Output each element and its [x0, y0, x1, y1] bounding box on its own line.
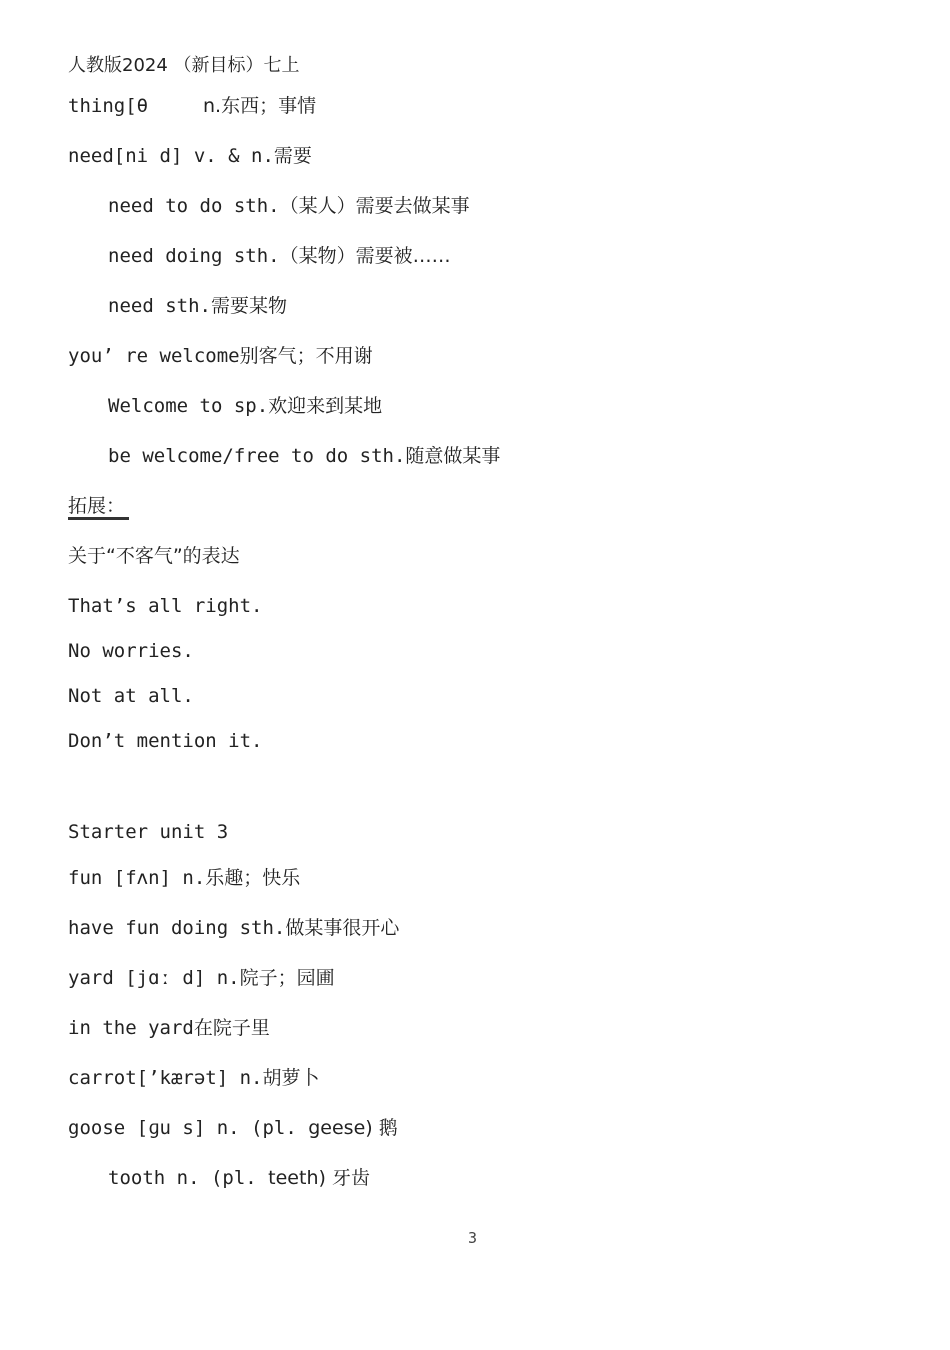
english-term: thing[θ — [68, 95, 149, 117]
vocab-line-goose — [68, 1116, 398, 1140]
phrase-line — [68, 1016, 270, 1040]
expression-item: No worries. — [68, 640, 194, 662]
english-term: fun [fʌn] n. — [68, 867, 206, 889]
section-title: Starter unit 3 — [68, 821, 229, 843]
page-number: 3 — [468, 1229, 478, 1247]
english-term: goose [ɡu s] n. (pl. — [68, 1117, 297, 1139]
chinese-meaning: （某物）需要被…… — [279, 245, 451, 267]
extension-label-text: 拓展： — [68, 495, 129, 520]
vocab-line-thing — [68, 94, 317, 118]
english-term: in the yard — [68, 1017, 194, 1039]
english-term: Welcome to sp. — [108, 395, 269, 417]
vocab-line-tooth — [108, 1166, 370, 1190]
english-term: carrot[’kærət] n. — [68, 1067, 263, 1089]
english-term: yard [jɑː d] n. — [68, 967, 240, 989]
chinese-meaning: 需要某物 — [210, 295, 287, 317]
vocab-line-carrot — [68, 1066, 319, 1090]
chinese-meaning: 欢迎来到某地 — [268, 395, 383, 417]
expression-item: Don’t mention it. — [68, 730, 263, 752]
phrase-line — [108, 394, 382, 418]
extension-title: 关于“不客气”的表达 — [68, 545, 240, 567]
english-term: need[ni d] v. & n. — [68, 145, 274, 167]
english-term: have fun doing sth. — [68, 917, 286, 939]
vocab-line-fun — [68, 866, 300, 890]
vocab-line-yard — [68, 966, 335, 990]
chinese-meaning: 乐趣；快乐 — [205, 867, 301, 889]
chinese-meaning: 别客气；不用谢 — [239, 345, 373, 367]
chinese-meaning: 做某事很开心 — [285, 917, 400, 939]
chinese-meaning: 随意做某事 — [405, 445, 501, 467]
page-header: 人教版2024 （新目标）七上 — [68, 55, 300, 76]
vocab-line-need — [68, 144, 312, 168]
phrase-line — [108, 244, 451, 268]
chinese-meaning: n.东西；事情 — [203, 95, 317, 117]
chinese-meaning: 需要 — [273, 145, 312, 167]
phrase-line — [108, 294, 287, 318]
phrase-line — [108, 194, 470, 218]
expression-item: That’s all right. — [68, 595, 263, 617]
extension-label — [68, 494, 129, 518]
phrase-line — [108, 444, 500, 468]
phrase-line — [68, 916, 399, 940]
chinese-meaning: 胡萝卜 — [262, 1067, 320, 1089]
chinese-meaning: teeth) 牙齿 — [268, 1167, 370, 1189]
chinese-meaning: geese) 鹅 — [308, 1117, 398, 1139]
chinese-meaning: （某人）需要去做某事 — [279, 195, 470, 217]
english-term: tooth n. (pl. — [108, 1167, 257, 1189]
english-term: you’ re welcome — [68, 345, 240, 367]
chinese-meaning: 院子；园圃 — [239, 967, 335, 989]
expression-item: Not at all. — [68, 685, 194, 707]
english-term: need sth. — [108, 295, 211, 317]
english-term: need doing sth. — [108, 245, 280, 267]
english-term: need to do sth. — [108, 195, 280, 217]
chinese-meaning: 在院子里 — [193, 1017, 270, 1039]
english-term: be welcome/free to do sth. — [108, 445, 406, 467]
vocab-line-welcome — [68, 344, 373, 368]
